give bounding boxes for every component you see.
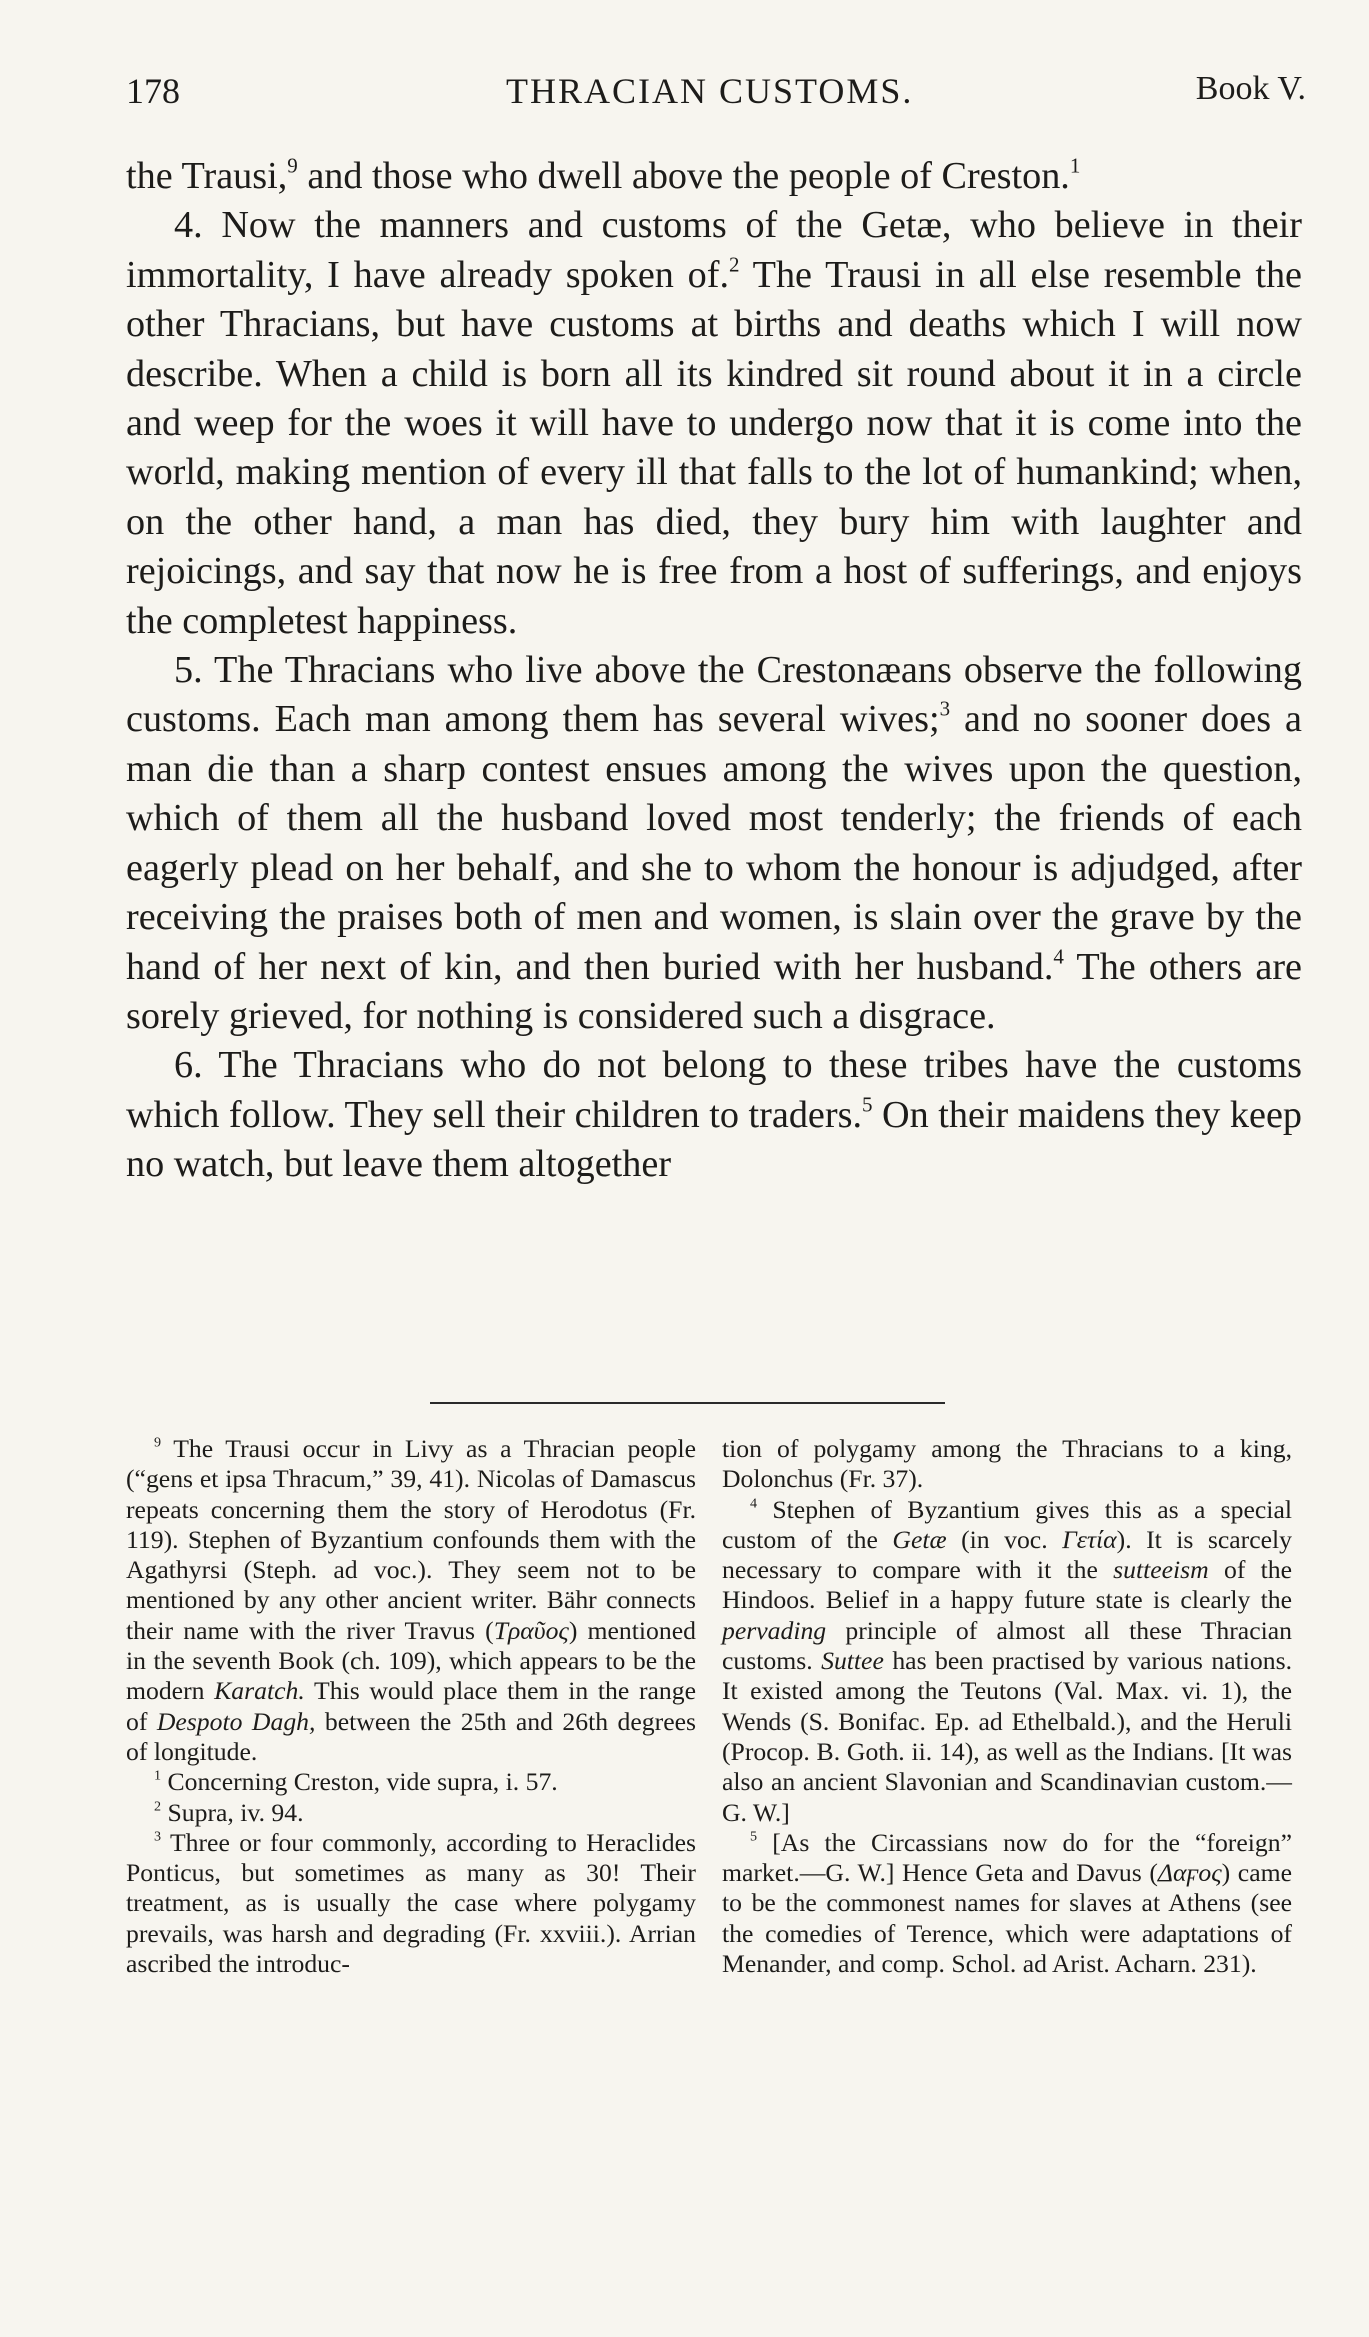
paragraph-4: 4. Now the manners and customs of the Getæ, who believe in their immortality, I have already spoken of.$^2$ The Trausi in all else resemble the other Thracians, but have customs at births and deaths which I will now describe. When a child is born all its kindred sit round about it in a circle and weep for the woes it will have to undergo now that it is come into the world, making mention of every ill that falls to the lot of humankind; when, on the other hand, a man has died, they bury him with laughter and rejoicings, and say that now he is free from a host of sufferings, and enjoys the completest happiness. [126, 204, 1302, 642]
paragraph-5: 5. The Thracians who live above the Crestonæans observe the following customs. Each man among them has several wives;$^3$ and no sooner does a man die than a sharp contest ensues among the wives upon the question, which of them all the husband loved most tenderly; the friends of each eagerly plead on her behalf, and she to whom the honour is adjudged, after receiving the praises both of men and women, is slain over the grave by the hand of her next of kin, and then buried with her husband.$^4$ The others are sorely grieved, for nothing is considered such a disgrace. [126, 649, 1302, 1037]
footnote-rule [430, 1402, 945, 1404]
main-text [126, 152, 1302, 1190]
footnote-3-continuation: tion of polygamy among the Thracians to a king, Dolonchus (Fr. 37). [722, 1434, 1292, 1494]
footnote-ref-9: 9 [287, 153, 298, 178]
footnote-3: $^3$ Three or four commonly, according to Heraclides Ponticus, but sometimes as many as 30! Their treatment, as is usually the case where polygamy prevails, was harsh and degrading (Fr. xxviii.). Arrian ascribed the introduc- [126, 1827, 696, 1979]
running-title: THRACIAN CUSTOMS. [506, 71, 914, 111]
footnote-9: $^9$ The Trausi occur in Livy as a Thracian people (“gens et ipsa Thracum,” 39, 41). Nicolas of Damascus repeats concerning them the story of Herodotus (Fr. 119). Stephen of Byzantium confounds them with the Agathyrsi (Steph. ad voc.). They seem not to be mentioned by any other ancient writer. Bähr connects their name with the river Travus (Τραῦος) mentioned in the seventh Book (ch. 109), which appears to be the modern Karatch. This would place them in the range of Despoto Dagh, between the 25th and 26th degrees of longitude. [126, 1434, 696, 1766]
footnote-ref-3: 3 [939, 696, 951, 721]
footnote-ref-5: 5 [862, 1091, 873, 1116]
footnotes-left-column [126, 1434, 696, 1979]
footnote-1: $^1$ Concerning Creston, vide supra, i. 57. [154, 1767, 558, 1797]
footnote-5: $^5$ [As the Circassians now do for the “foreign” market.—G. W.] Hence Geta and Davus (Δαϝος) came to be the commonest names for slaves at Athens (see the comedies of Terence, which were adaptations of Menander, and comp. Schol. ad Arist. Acharn. 231). [722, 1827, 1292, 1979]
paragraph-continuation: the Trausi,$^9$ and those who dwell above the people of Creston.$^1$ [126, 153, 1081, 197]
paragraph-6: 6. The Thracians who do not belong to these tribes have the customs which follow. They sell their children to traders.$^5$ On their maidens they keep no watch, but leave them altogether [126, 1044, 1302, 1186]
footnote-ref-2: 2 [729, 252, 740, 277]
running-header [126, 70, 1306, 120]
footnote-ref-1: 1 [1069, 153, 1081, 178]
page-number: 178 [126, 71, 180, 111]
footnote-2: $^2$ Supra, iv. 94. [154, 1797, 304, 1827]
book-label: Book V. [1195, 70, 1306, 107]
footnote-4: $^4$ Stephen of Byzantium gives this as a special custom of the Getæ (in voc. Γετία). It is scarcely necessary to compare with it the sutteeism of the Hindoos. Belief in a happy future state is clearly the pervading principle of almost all these Thracian customs. Suttee has been practised by various nations. It existed among the Teutons (Val. Max. vi. 1), the Wends (S. Bonifac. Ep. ad Ethelbald.), and the Heruli (Procop. B. Goth. ii. 14), as well as the Indians. [It was also an ancient Slavonian and Scandinavian custom.—G. W.] [722, 1494, 1293, 1827]
footnote-ref-4: 4 [1053, 943, 1064, 968]
footnotes-right-column [722, 1434, 1292, 1979]
